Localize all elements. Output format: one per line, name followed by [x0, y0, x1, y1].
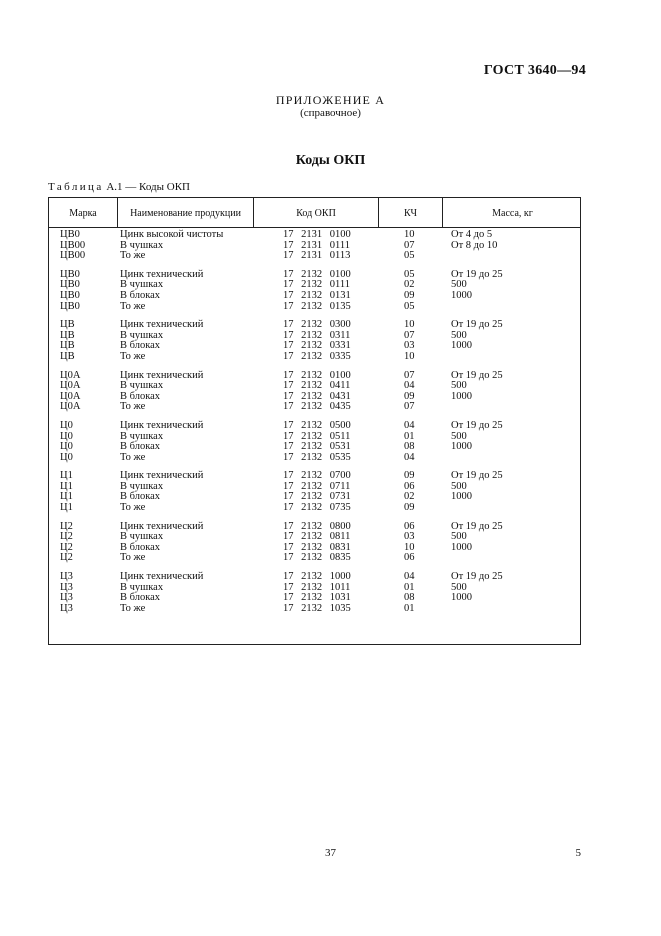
cell-mark: ЦВ00	[60, 239, 86, 251]
table-row	[49, 302, 580, 313]
column-header-kch: КЧ	[403, 208, 418, 219]
cell-name: В чушках	[120, 531, 164, 543]
cell-kch: 10	[404, 541, 415, 553]
cell-code: 17 2132 0735	[283, 502, 351, 514]
cell-mark: Ц1	[60, 480, 73, 492]
cell-code: 17 2132 0511	[283, 430, 351, 442]
cell-code: 17 2132 0331	[283, 340, 351, 352]
cell-mass: От 19 до 25	[451, 571, 503, 583]
okp-codes-table	[48, 197, 581, 645]
cell-code: 17 2132 1031	[283, 592, 351, 604]
section-title: Коды ОКП	[295, 153, 366, 168]
cell-code: 17 2132 0500	[283, 419, 351, 431]
cell-mark: Ц0А	[60, 380, 81, 392]
cell-kch: 08	[404, 592, 415, 604]
cell-name: Цинк технический	[120, 268, 204, 280]
cell-mass: 500	[451, 531, 467, 543]
table-row	[49, 230, 580, 241]
column-header-code: Код ОКП	[296, 208, 336, 219]
appendix-title: ПРИЛОЖЕНИЕ А	[275, 93, 386, 107]
cell-name: В чушках	[120, 480, 164, 492]
cell-code: 17 2131 0111	[283, 239, 350, 251]
cell-name: В чушках	[120, 430, 164, 442]
cell-kch: 04	[404, 571, 415, 583]
cell-name: То же	[120, 451, 146, 463]
cell-mass: 1000	[451, 340, 472, 352]
table-row-group	[49, 522, 580, 564]
cell-mass: 500	[451, 430, 467, 442]
cell-kch: 08	[404, 441, 415, 453]
cell-mass: 1000	[451, 541, 472, 553]
cell-mass: 500	[451, 581, 467, 593]
cell-name: Цинк технический	[120, 319, 204, 331]
cell-code: 17 2132 0431	[283, 390, 351, 402]
cell-code: 17 2132 0411	[283, 380, 351, 392]
cell-kch: 07	[404, 239, 415, 251]
cell-code: 17 2132 0100	[283, 369, 351, 381]
cell-kch: 07	[404, 329, 415, 341]
cell-name: Цинк технический	[120, 520, 204, 532]
column-header-mark: Марка	[69, 208, 97, 219]
table-row	[49, 251, 580, 262]
cell-mark: Ц0А	[60, 390, 81, 402]
cell-code: 17 2132 0335	[283, 350, 351, 362]
cell-mass: 1000	[451, 289, 472, 301]
cell-mass: 1000	[451, 592, 472, 604]
cell-code: 17 2132 1011	[283, 581, 351, 593]
cell-kch: 10	[404, 229, 415, 240]
standard-number: ГОСТ 3640—94	[483, 63, 586, 78]
cell-name: В блоках	[120, 441, 161, 453]
cell-code: 17 2132 0800	[283, 520, 351, 532]
cell-mass: 500	[451, 380, 467, 392]
cell-name: То же	[120, 602, 146, 614]
cell-code: 17 2132 0835	[283, 552, 351, 564]
cell-name: Цинк технический	[120, 571, 204, 583]
cell-kch: 09	[404, 502, 415, 514]
cell-mass: От 8 до 10	[451, 239, 498, 251]
cell-mass: 500	[451, 329, 467, 341]
cell-mass: От 19 до 25	[451, 419, 503, 431]
cell-code: 17 2132 0711	[283, 480, 351, 492]
cell-kch: 07	[404, 401, 415, 413]
cell-name: В блоках	[120, 390, 161, 402]
cell-mark: Ц0	[60, 430, 73, 442]
table-row	[49, 352, 580, 363]
cell-mark: Ц0	[60, 419, 73, 431]
cell-name: То же	[120, 250, 146, 262]
table-header	[49, 198, 580, 228]
table-row	[49, 453, 580, 464]
table-row-group	[49, 371, 580, 413]
cell-name: То же	[120, 552, 146, 564]
cell-mass: 1000	[451, 390, 472, 402]
cell-kch: 09	[404, 470, 415, 482]
cell-mark: Ц2	[60, 541, 73, 553]
cell-name: То же	[120, 401, 146, 413]
cell-mass: От 4 до 5	[451, 229, 493, 240]
table-row-group	[49, 270, 580, 312]
cell-mark: Ц2	[60, 552, 73, 564]
cell-name: Цинк технический	[120, 369, 204, 381]
cell-mark: Ц0	[60, 451, 73, 463]
table-caption-prefix: Таблица	[48, 181, 104, 193]
cell-code: 17 2132 0435	[283, 401, 351, 413]
cell-kch: 10	[404, 319, 415, 331]
cell-mark: Ц0А	[60, 369, 81, 381]
cell-mark: ЦВ	[60, 340, 75, 352]
cell-kch: 06	[404, 480, 415, 492]
cell-mark: ЦВ0	[60, 279, 80, 291]
cell-mark: Ц1	[60, 502, 73, 514]
table-row-group	[49, 320, 580, 362]
cell-kch: 05	[404, 268, 415, 280]
cell-code: 17 2132 0531	[283, 441, 351, 453]
cell-name: В чушках	[120, 279, 164, 291]
cell-mark: ЦВ0	[60, 289, 80, 301]
table-body	[49, 230, 580, 622]
cell-code: 17 2131 0113	[283, 250, 351, 262]
cell-name: То же	[120, 300, 146, 312]
cell-name: То же	[120, 502, 146, 514]
cell-mass: 500	[451, 279, 467, 291]
cell-mass: От 19 до 25	[451, 319, 503, 331]
cell-name: В чушках	[120, 581, 164, 593]
cell-code: 17 2132 0131	[283, 289, 351, 301]
cell-kch: 06	[404, 520, 415, 532]
cell-name: То же	[120, 350, 146, 362]
cell-kch: 07	[404, 369, 415, 381]
cell-code: 17 2132 0300	[283, 319, 351, 331]
cell-mark: Ц0А	[60, 401, 81, 413]
cell-kch: 03	[404, 340, 415, 352]
cell-mark: Ц1	[60, 491, 73, 503]
page-number: 37	[325, 847, 336, 859]
cell-kch: 01	[404, 581, 415, 593]
cell-mark: ЦВ0	[60, 268, 80, 280]
cell-mark: ЦВ	[60, 350, 75, 362]
cell-mark: Ц2	[60, 531, 73, 543]
cell-name: В блоках	[120, 289, 161, 301]
table-caption	[48, 181, 190, 193]
table-row	[49, 421, 580, 432]
cell-kch: 05	[404, 300, 415, 312]
cell-kch: 02	[404, 491, 415, 503]
cell-kch: 01	[404, 430, 415, 442]
cell-mark: Ц3	[60, 592, 73, 604]
sheet-number: 5	[575, 847, 581, 859]
cell-kch: 03	[404, 531, 415, 543]
cell-code: 17 2132 0100	[283, 268, 351, 280]
cell-name: В блоках	[120, 491, 161, 503]
cell-code: 17 2132 1000	[283, 571, 351, 583]
cell-kch: 09	[404, 390, 415, 402]
cell-code: 17 2132 0535	[283, 451, 351, 463]
cell-mass: От 19 до 25	[451, 369, 503, 381]
table-row	[49, 402, 580, 413]
cell-mark: Ц1	[60, 470, 73, 482]
cell-mark: Ц3	[60, 581, 73, 593]
table-row	[49, 553, 580, 564]
cell-code: 17 2132 0831	[283, 541, 351, 553]
cell-kch: 09	[404, 289, 415, 301]
cell-name: Цинк технический	[120, 419, 204, 431]
cell-mark: ЦВ	[60, 319, 75, 331]
table-row-group	[49, 471, 580, 513]
cell-mark: ЦВ0	[60, 300, 80, 312]
table-row	[49, 503, 580, 514]
cell-code: 17 2132 0731	[283, 491, 351, 503]
cell-mass: От 19 до 25	[451, 520, 503, 532]
cell-kch: 04	[404, 451, 415, 463]
cell-name: В чушках	[120, 329, 164, 341]
cell-mass: 500	[451, 480, 467, 492]
column-header-mass: Масса, кг	[492, 208, 533, 219]
cell-code: 17 2132 0111	[283, 279, 350, 291]
cell-name: Цинк технический	[120, 470, 204, 482]
column-header-name: Наименование продукции	[130, 208, 241, 219]
cell-code: 17 2132 1035	[283, 602, 351, 614]
cell-code: 17 2132 0811	[283, 531, 351, 543]
table-row	[49, 604, 580, 615]
cell-name: В блоках	[120, 340, 161, 352]
cell-mark: Ц3	[60, 571, 73, 583]
cell-kch: 01	[404, 602, 415, 614]
cell-mark: Ц0	[60, 441, 73, 453]
cell-kch: 04	[404, 380, 415, 392]
cell-name: В чушках	[120, 239, 164, 251]
cell-mass: От 19 до 25	[451, 268, 503, 280]
cell-name: Цинк высокой чистоты	[120, 229, 224, 240]
cell-kch: 05	[404, 250, 415, 262]
cell-mark: Ц3	[60, 602, 73, 614]
cell-mass: 1000	[451, 441, 472, 453]
cell-kch: 10	[404, 350, 415, 362]
cell-kch: 02	[404, 279, 415, 291]
table-row	[49, 291, 580, 302]
table-row-group	[49, 230, 580, 262]
cell-mass: От 19 до 25	[451, 470, 503, 482]
cell-code: 17 2131 0100	[283, 229, 351, 240]
cell-code: 17 2132 0135	[283, 300, 351, 312]
cell-kch: 06	[404, 552, 415, 564]
cell-name: В блоках	[120, 541, 161, 553]
cell-mass: 1000	[451, 491, 472, 503]
table-row-group	[49, 572, 580, 614]
cell-code: 17 2132 0311	[283, 329, 351, 341]
cell-mark: ЦВ	[60, 329, 75, 341]
cell-code: 17 2132 0700	[283, 470, 351, 482]
table-row-group	[49, 421, 580, 463]
appendix-subtitle: (справочное)	[300, 107, 361, 119]
cell-name: В чушках	[120, 380, 164, 392]
cell-name: В блоках	[120, 592, 161, 604]
cell-mark: Ц2	[60, 520, 73, 532]
cell-kch: 04	[404, 419, 415, 431]
cell-mark: ЦВ00	[60, 250, 86, 262]
cell-mark: ЦВ0	[60, 229, 80, 240]
table-caption-rest: А.1 — Коды ОКП	[103, 181, 190, 193]
